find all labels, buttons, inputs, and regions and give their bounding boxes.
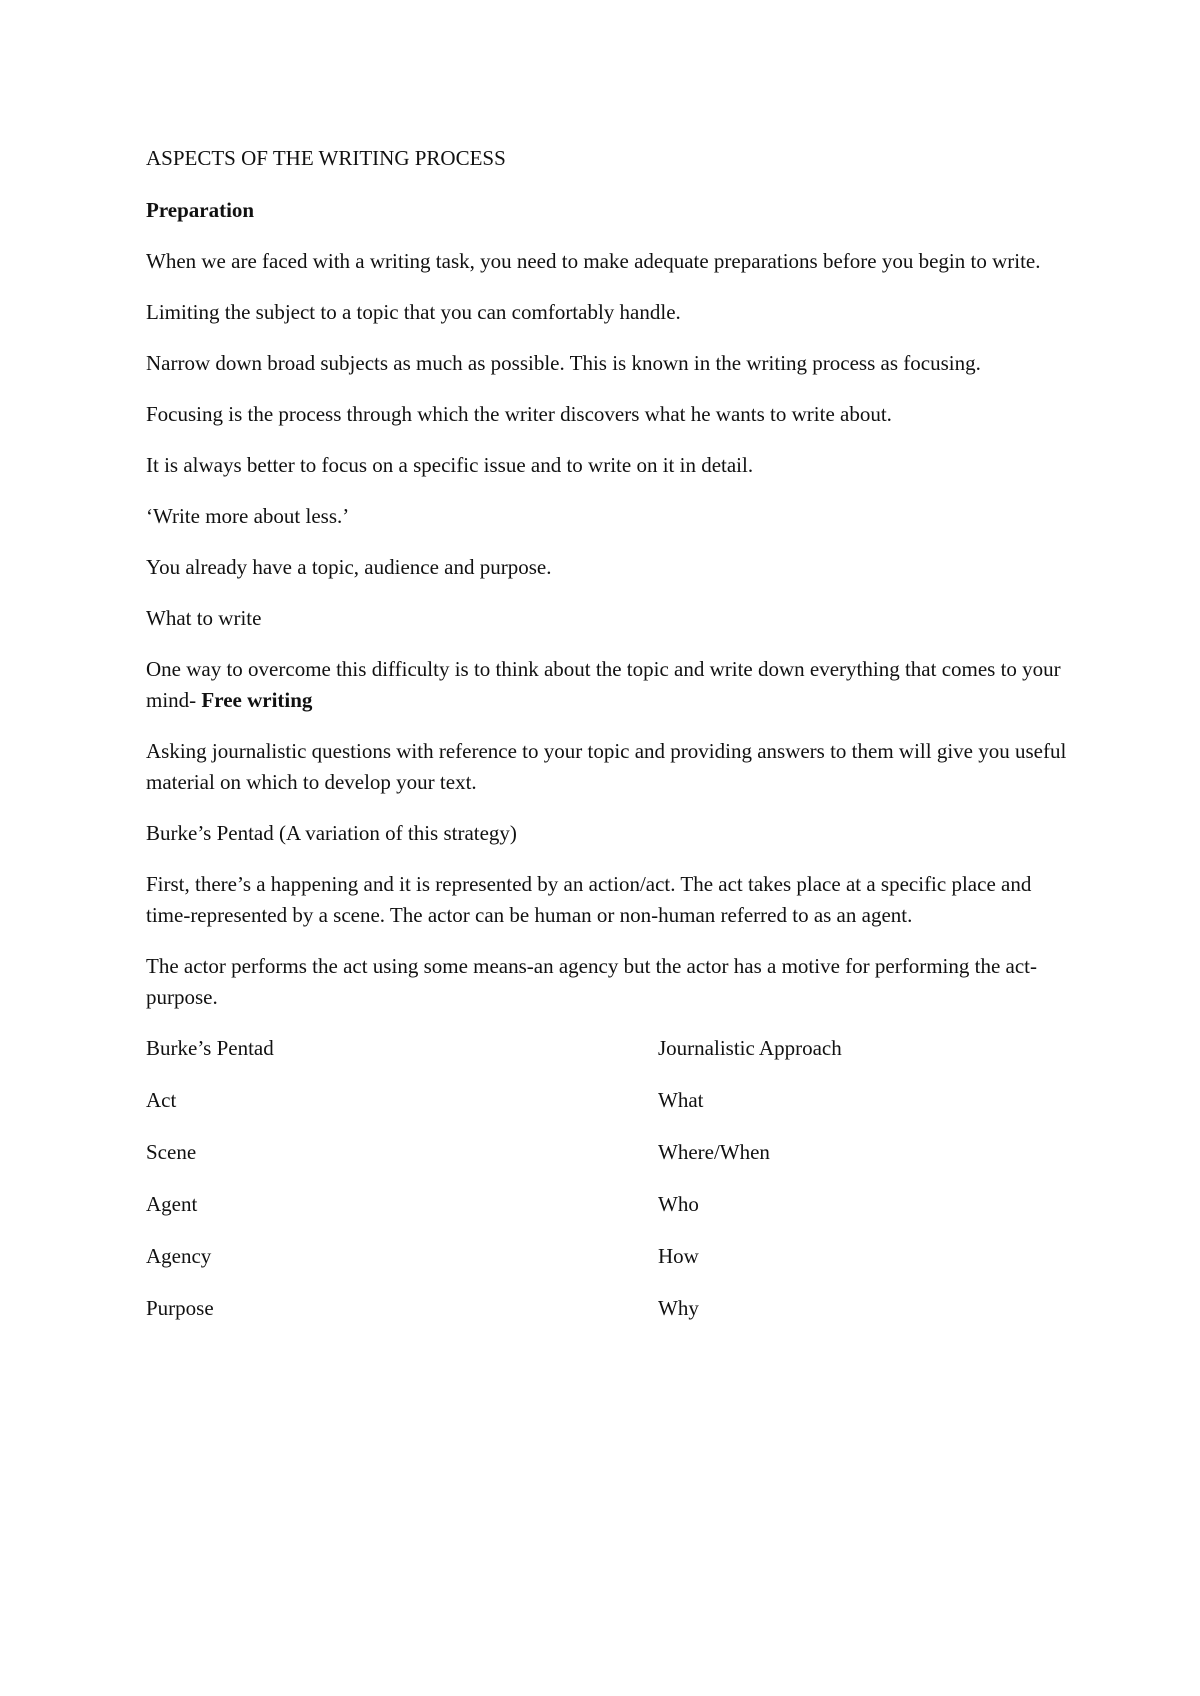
- table-cell: Where/When: [658, 1140, 770, 1164]
- section-heading: Preparation: [146, 198, 255, 222]
- paragraph: Focusing is the process through which the writer discovers what he wants to write about.: [146, 402, 892, 426]
- table-cell: How: [658, 1244, 699, 1268]
- paragraph: What to write: [146, 606, 262, 630]
- table-cell: Why: [658, 1296, 699, 1320]
- table-cell: Scene: [146, 1140, 197, 1164]
- free-writing-term: Free writing: [201, 688, 313, 712]
- table-cell: Who: [658, 1192, 699, 1216]
- pentad-table: [146, 1033, 1076, 1324]
- free-writing-paragraph: [146, 654, 1076, 716]
- table-row: [146, 1189, 1076, 1220]
- table-cell: Agent: [146, 1192, 198, 1216]
- table-row: [146, 1085, 1076, 1116]
- document-body: [146, 143, 1076, 1345]
- table-header-pentad: Burke’s Pentad: [146, 1036, 274, 1060]
- paragraph: Burke’s Pentad (A variation of this strategy): [146, 821, 517, 845]
- paragraph: When we are faced with a writing task, you need to make adequate preparations before you begin to write.: [146, 249, 1041, 273]
- paragraph: You already have a topic, audience and purpose.: [146, 555, 552, 579]
- table-header-row: [146, 1033, 1076, 1064]
- table-row: [146, 1241, 1076, 1272]
- table-cell: Act: [146, 1088, 177, 1112]
- paragraph: Asking journalistic questions with reference to your topic and providing answers to them will give you useful material on which to develop your text.: [146, 739, 1067, 794]
- paragraph: Narrow down broad subjects as much as possible. This is known in the writing process as focusing.: [146, 351, 981, 375]
- table-cell: What: [658, 1088, 704, 1112]
- paragraph: First, there’s a happening and it is represented by an action/act. The act takes place at a specific place and time-represented by a scene. The actor can be human or non-human referred to as an agent.: [146, 872, 1032, 927]
- paragraph: It is always better to focus on a specific issue and to write on it in detail.: [146, 453, 754, 477]
- table-row: [146, 1137, 1076, 1168]
- table-cell: Purpose: [146, 1296, 214, 1320]
- table-row: [146, 1293, 1076, 1324]
- document-title: ASPECTS OF THE WRITING PROCESS: [146, 146, 506, 170]
- table-cell: Agency: [146, 1244, 212, 1268]
- table-header-journalistic: Journalistic Approach: [658, 1036, 842, 1060]
- paragraph: The actor performs the act using some means-an agency but the actor has a motive for performing the act-purpose.: [146, 954, 1037, 1009]
- paragraph: Limiting the subject to a topic that you can comfortably handle.: [146, 300, 681, 324]
- free-writing-text: One way to overcome this difficulty is to think about the topic and write down everything that comes to your mind-: [146, 657, 1061, 712]
- paragraph: ‘Write more about less.’: [146, 504, 350, 528]
